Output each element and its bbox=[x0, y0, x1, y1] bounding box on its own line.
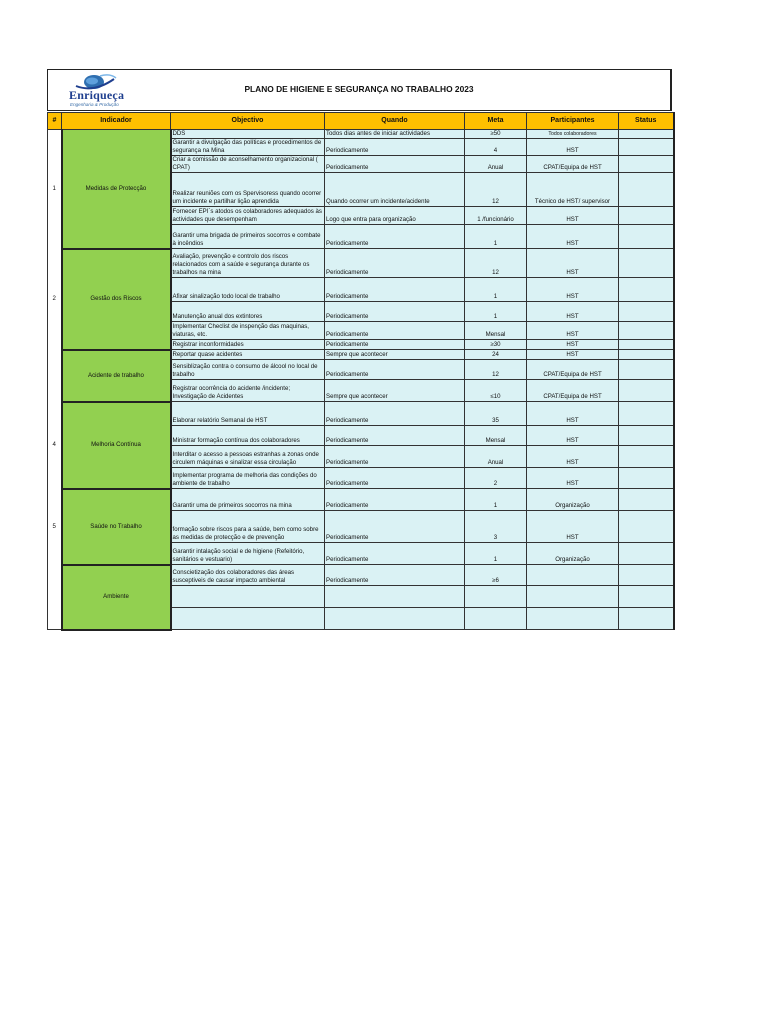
participants-cell bbox=[527, 565, 619, 586]
indicator-cell: Acidente de trabalho bbox=[62, 350, 171, 402]
indicator-cell: Ambiente bbox=[62, 565, 171, 630]
participants-cell: CPAT/Equipa de HST bbox=[527, 380, 619, 402]
table-row bbox=[48, 489, 674, 511]
goal-cell: 1 bbox=[465, 278, 527, 302]
group-number: 4 bbox=[48, 402, 62, 489]
objective-cell: Elaborar relatório Semanal de HST bbox=[171, 402, 325, 426]
indicator-cell: Gestão dos Riscos bbox=[62, 249, 171, 350]
objective-cell: Interditar o acesso a pessoas estranhas a zonas onde circulem máquinas e sinalizar essa circulação bbox=[171, 446, 325, 468]
goal-cell: 35 bbox=[465, 402, 527, 426]
goal-cell: 3 bbox=[465, 511, 527, 543]
participants-cell: CPAT/Equipa de HST bbox=[527, 156, 619, 173]
status-cell bbox=[619, 586, 674, 608]
participants-cell: HST bbox=[527, 468, 619, 489]
objective-cell: Implementar Checlist de inspenção das maquinas, viaturas, etc. bbox=[171, 322, 325, 340]
status-cell bbox=[619, 139, 674, 156]
goal-cell: Mensal bbox=[465, 426, 527, 446]
participants-cell: HST bbox=[527, 139, 619, 156]
status-cell bbox=[619, 322, 674, 340]
participants-cell: HST bbox=[527, 207, 619, 225]
table-header-row bbox=[48, 113, 674, 130]
participants-cell: HST bbox=[527, 302, 619, 322]
when-cell bbox=[325, 608, 465, 630]
status-cell bbox=[619, 402, 674, 426]
status-cell bbox=[619, 468, 674, 489]
objective-cell bbox=[171, 608, 325, 630]
when-cell: Periodicamente bbox=[325, 322, 465, 340]
status-cell bbox=[619, 156, 674, 173]
when-cell: Periodicamente bbox=[325, 249, 465, 278]
when-cell: Periodicamente bbox=[325, 511, 465, 543]
column-header: # bbox=[48, 113, 62, 130]
when-cell: Periodicamente bbox=[325, 302, 465, 322]
status-cell bbox=[619, 446, 674, 468]
when-cell: Periodicamente bbox=[325, 225, 465, 249]
status-cell bbox=[619, 489, 674, 511]
group-number bbox=[48, 565, 62, 630]
objective-cell: Ministrar formação contínua dos colaboradores bbox=[171, 426, 325, 446]
objective-cell: Afixar sinalização todo local de trabalho bbox=[171, 278, 325, 302]
status-cell bbox=[619, 173, 674, 207]
goal-cell: ≥6 bbox=[465, 565, 527, 586]
participants-cell: HST bbox=[527, 225, 619, 249]
table-row bbox=[48, 350, 674, 360]
when-cell bbox=[325, 586, 465, 608]
column-header: Status bbox=[619, 113, 674, 130]
page-title: PLANO DE HIGIENE E SEGURANÇA NO TRABALHO 2023 bbox=[244, 84, 474, 94]
status-cell bbox=[619, 207, 674, 225]
objective-cell: Registrar inconformidades bbox=[171, 340, 325, 350]
participants-cell: HST bbox=[527, 446, 619, 468]
participants-cell: HST bbox=[527, 402, 619, 426]
participants-cell: HST bbox=[527, 340, 619, 350]
when-cell: Periodicamente bbox=[325, 278, 465, 302]
goal-cell: Anual bbox=[465, 156, 527, 173]
goal-cell: 12 bbox=[465, 249, 527, 278]
document-header bbox=[47, 69, 672, 111]
column-header: Meta bbox=[465, 113, 527, 130]
group-number: 5 bbox=[48, 489, 62, 565]
goal-cell: 1 bbox=[465, 543, 527, 565]
participants-cell: Organização bbox=[527, 489, 619, 511]
participants-cell: HST bbox=[527, 249, 619, 278]
indicator-cell: Saúde no Trabalho bbox=[62, 489, 171, 565]
participants-cell: Técnico de HST/ supervisor bbox=[527, 173, 619, 207]
goal-cell: 1 bbox=[465, 225, 527, 249]
logo-tagline: Engenharia & Produção bbox=[70, 102, 119, 107]
participants-cell: CPAT/Equipa de HST bbox=[527, 360, 619, 380]
participants-cell: HST bbox=[527, 350, 619, 360]
participants-cell: HST bbox=[527, 322, 619, 340]
logo-wordmark: Enriqueça bbox=[69, 88, 125, 102]
when-cell: Periodicamente bbox=[325, 402, 465, 426]
objective-cell: Realizar reuniões com os Spervisoress quando ocorrer um incidente e partilhar lição aprendida bbox=[171, 173, 325, 207]
indicator-cell: Medidas de Protecção bbox=[62, 130, 171, 249]
table-row bbox=[48, 249, 674, 278]
group-number: 1 bbox=[48, 130, 62, 249]
status-cell bbox=[619, 130, 674, 139]
status-cell bbox=[619, 380, 674, 402]
status-cell bbox=[619, 278, 674, 302]
objective-cell: DDS bbox=[171, 130, 325, 139]
participants-cell bbox=[527, 608, 619, 630]
goal-cell: 2 bbox=[465, 468, 527, 489]
goal-cell: 12 bbox=[465, 360, 527, 380]
objective-cell: Conscietização dos colaboradores das áreas susceptiveis de causar impacto ambiental bbox=[171, 565, 325, 586]
goal-cell: Anual bbox=[465, 446, 527, 468]
status-cell bbox=[619, 340, 674, 350]
status-cell bbox=[619, 608, 674, 630]
when-cell: Periodicamente bbox=[325, 139, 465, 156]
when-cell: Periodicamente bbox=[325, 446, 465, 468]
goal-cell: 1 /funcionário bbox=[465, 207, 527, 225]
participants-cell: HST bbox=[527, 511, 619, 543]
column-header: Indicador bbox=[62, 113, 171, 130]
goal-cell: ≥50 bbox=[465, 130, 527, 139]
table-row bbox=[48, 565, 674, 586]
goal-cell bbox=[465, 608, 527, 630]
when-cell: Periodicamente bbox=[325, 426, 465, 446]
objective-cell: Implementar programa de melhoria das condições do ambiente de trabalho bbox=[171, 468, 325, 489]
when-cell: Logo que entra para organização bbox=[325, 207, 465, 225]
goal-cell: 24 bbox=[465, 350, 527, 360]
objective-cell: Registrar ocorrência do acidente /incidente; Investigação de Acidentes bbox=[171, 380, 325, 402]
objective-cell: formação sobre riscos para a saúde, bem como sobre as medidas de protecção e de prevenção bbox=[171, 511, 325, 543]
when-cell: Sempre que acontecer bbox=[325, 350, 465, 360]
when-cell: Periodicamente bbox=[325, 156, 465, 173]
goal-cell bbox=[465, 586, 527, 608]
participants-cell: Todos colaboradores bbox=[527, 130, 619, 139]
status-cell bbox=[619, 302, 674, 322]
status-cell bbox=[619, 543, 674, 565]
indicator-cell: Melhoria Contínua bbox=[62, 402, 171, 489]
status-cell bbox=[619, 249, 674, 278]
objective-cell: Manutenção anual dos extintores bbox=[171, 302, 325, 322]
objective-cell: Reportar quase acidentes bbox=[171, 350, 325, 360]
safety-plan-table bbox=[47, 112, 675, 631]
status-cell bbox=[619, 511, 674, 543]
participants-cell: Organização bbox=[527, 543, 619, 565]
objective-cell: Garantir uma de primeiros socorros na mina bbox=[171, 489, 325, 511]
status-cell bbox=[619, 426, 674, 446]
column-header: Quando bbox=[325, 113, 465, 130]
table-row bbox=[48, 402, 674, 426]
table-row bbox=[48, 130, 674, 139]
column-header: Participantes bbox=[527, 113, 619, 130]
when-cell: Periodicamente bbox=[325, 489, 465, 511]
when-cell: Todos dias antes de iniciar actividades bbox=[325, 130, 465, 139]
when-cell: Sempre que acontecer bbox=[325, 380, 465, 402]
goal-cell: ≤10 bbox=[465, 380, 527, 402]
status-cell bbox=[619, 350, 674, 360]
goal-cell: Mensal bbox=[465, 322, 527, 340]
when-cell: Quando ocorrer um incidente/acidente bbox=[325, 173, 465, 207]
when-cell: Periodicamente bbox=[325, 340, 465, 350]
when-cell: Periodicamente bbox=[325, 565, 465, 586]
participants-cell: HST bbox=[527, 278, 619, 302]
objective-cell bbox=[171, 586, 325, 608]
goal-cell: 1 bbox=[465, 489, 527, 511]
objective-cell: Garantir a divulgação das políticas e procedimentos de segurança na Mina bbox=[171, 139, 325, 156]
objective-cell: Garantir uma brigada de primeiros socorros e combate à incêndios bbox=[171, 225, 325, 249]
participants-cell bbox=[527, 586, 619, 608]
participants-cell: HST bbox=[527, 426, 619, 446]
status-cell bbox=[619, 565, 674, 586]
objective-cell: Garantir intalação social e de higiene (Refeitório, sanitários e vestuario) bbox=[171, 543, 325, 565]
status-cell bbox=[619, 225, 674, 249]
goal-cell: ≥30 bbox=[465, 340, 527, 350]
objective-cell: Fornecer EPI`s atodos os colaboradores adequados às actividades que desempenham bbox=[171, 207, 325, 225]
objective-cell: Avaliação, prevenção e controlo dos riscos relacionados com a saúde e segurança durante os trabalhos na mina bbox=[171, 249, 325, 278]
goal-cell: 1 bbox=[465, 302, 527, 322]
when-cell: Periodicamente bbox=[325, 360, 465, 380]
objective-cell: Criar a comissão de aconselhamento organizacional ( CPAT) bbox=[171, 156, 325, 173]
status-cell bbox=[619, 360, 674, 380]
when-cell: Periodicamente bbox=[325, 543, 465, 565]
goal-cell: 4 bbox=[465, 139, 527, 156]
group-number: 2 bbox=[48, 249, 62, 350]
goal-cell: 12 bbox=[465, 173, 527, 207]
group-number bbox=[48, 350, 62, 402]
column-header: Objectivo bbox=[171, 113, 325, 130]
when-cell: Periodicamente bbox=[325, 468, 465, 489]
table-body bbox=[48, 130, 674, 630]
objective-cell: Sensiblização contra o consumo de álcool no local de trabalho bbox=[171, 360, 325, 380]
